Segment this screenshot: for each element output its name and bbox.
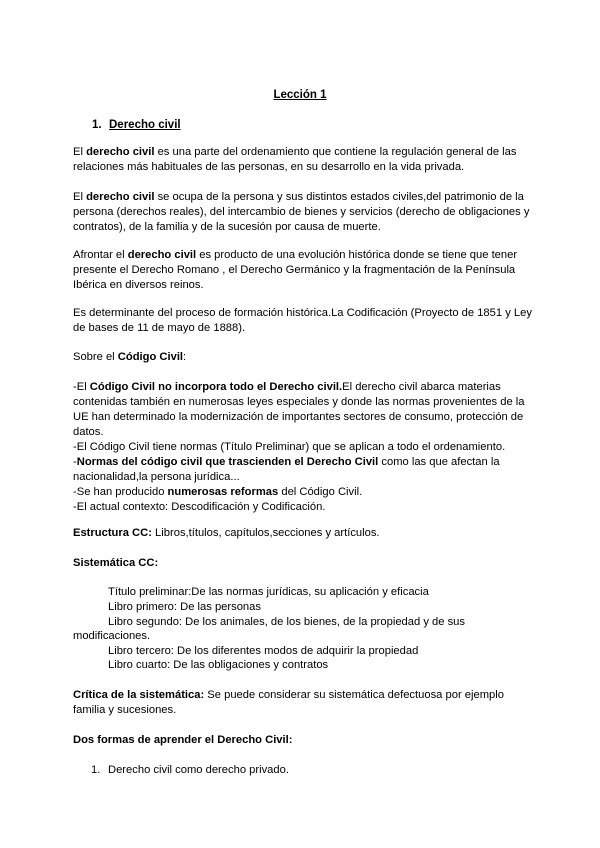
book-item: Libro primero: De las personas	[108, 601, 261, 613]
text-line: presente el Derecho Romano , el Derecho Germánico y la fragmentación de la Península	[73, 264, 516, 276]
bold-label: Sistemática CC:	[73, 557, 159, 569]
text-line: Es determinante del proceso de formación histórica.La Codificación (Proyecto de 1851 y Ley	[73, 307, 532, 319]
book-item: Título preliminar:De las normas jurídicas, su aplicación y eficacia	[108, 586, 429, 598]
bold-term: derecho civil	[86, 191, 155, 203]
bold-term: Código Civil	[117, 351, 184, 363]
text: -El	[73, 381, 90, 393]
book-item: Libro cuarto: De las obligaciones y contratos	[108, 659, 329, 671]
text-line: contratos), de la familia y de la sucesión por causa de muerte.	[73, 221, 381, 233]
bold-term: numerosas reformas	[167, 486, 279, 498]
forms-heading	[73, 733, 533, 748]
text-line: -El actual contexto: Descodificación y Codificación.	[73, 501, 326, 513]
text: -	[73, 456, 77, 468]
text-line: relaciones más habituales de las personas, en su desarrollo en la vida privada.	[73, 161, 465, 173]
text-line: UE han determinado la modernización de importantes sectores de consumo, protección de	[73, 411, 524, 423]
text-line: datos.	[73, 426, 104, 438]
text: Afrontar el	[73, 249, 128, 261]
text-line: familia y sucesiones.	[73, 704, 177, 716]
text-line: Ibérica en diversos reinos.	[73, 279, 204, 291]
text: -Se han producido	[73, 486, 168, 498]
item-text: Derecho civil como derecho privado.	[108, 764, 289, 776]
text-line: -El Código Civil tiene normas (Título Preliminar) que se aplican a todo el ordenamiento.	[73, 441, 506, 453]
section-number: 1.	[92, 119, 102, 131]
numbered-item	[91, 763, 289, 778]
points-list	[73, 380, 543, 515]
bold-label: Estructura CC:	[73, 527, 152, 539]
text: El	[73, 146, 87, 158]
text: Se puede considerar su sistemática defectuosa por ejemplo	[204, 689, 504, 701]
paragraph-scope	[73, 190, 533, 235]
text: como las que afectan la	[378, 456, 500, 468]
text: es una parte del ordenamiento que contiene la regulación general de las	[154, 146, 517, 158]
paragraph-structure	[73, 526, 533, 541]
page-title: Lección 1	[273, 89, 327, 101]
text: El	[73, 191, 87, 203]
paragraph-history	[73, 248, 533, 293]
section-heading	[92, 118, 181, 133]
paragraph-critique	[73, 688, 533, 718]
text: Sobre el	[73, 351, 118, 363]
bold-label: Dos formas de aprender el Derecho Civil:	[73, 734, 293, 746]
book-item: Libro segundo: De los animales, de los bienes, de la propiedad y de sus	[108, 616, 465, 628]
text: es producto de una evolución histórica donde se tiene que tener	[196, 249, 518, 261]
text-line: nacionalidad,la persona jurídica...	[73, 471, 240, 483]
text: El derecho civil abarca materias	[342, 381, 501, 393]
book-item: Libro tercero: De los diferentes modos de adquirir la propiedad	[108, 645, 419, 657]
text-line: contenidas también en numerosas leyes especiales y donde las normas provenientes de la	[73, 396, 525, 408]
bold-term: derecho civil	[86, 146, 155, 158]
text: Libros,títulos, capítulos,secciones y artículos.	[151, 527, 380, 539]
text: del Código Civil.	[278, 486, 363, 498]
section-title: Derecho civil	[109, 119, 181, 131]
paragraph-definition	[73, 145, 533, 175]
bold-term: derecho civil	[127, 249, 197, 261]
item-number: 1.	[91, 764, 101, 776]
text-line: persona (derechos reales), del intercambio de bienes y servicios (derecho de obligaciones y	[73, 206, 530, 218]
paragraph-codification	[73, 306, 533, 336]
text: :	[183, 351, 187, 363]
text-line: de bases de 11 de mayo de 1888).	[73, 322, 246, 334]
text: se ocupa de la persona y sus distintos estados civiles,del patrimonio de la	[154, 191, 524, 203]
paragraph-about-code	[73, 350, 533, 365]
book-item-wrap: modificaciones.	[73, 630, 151, 642]
systematics-heading	[73, 556, 533, 571]
bold-term: Normas del código civil que trascienden el Derecho Civil	[76, 456, 379, 468]
bold-term: Código Civil no incorpora todo el Derecho civil.	[89, 381, 343, 393]
bold-label: Crítica de la sistemática:	[73, 689, 205, 701]
